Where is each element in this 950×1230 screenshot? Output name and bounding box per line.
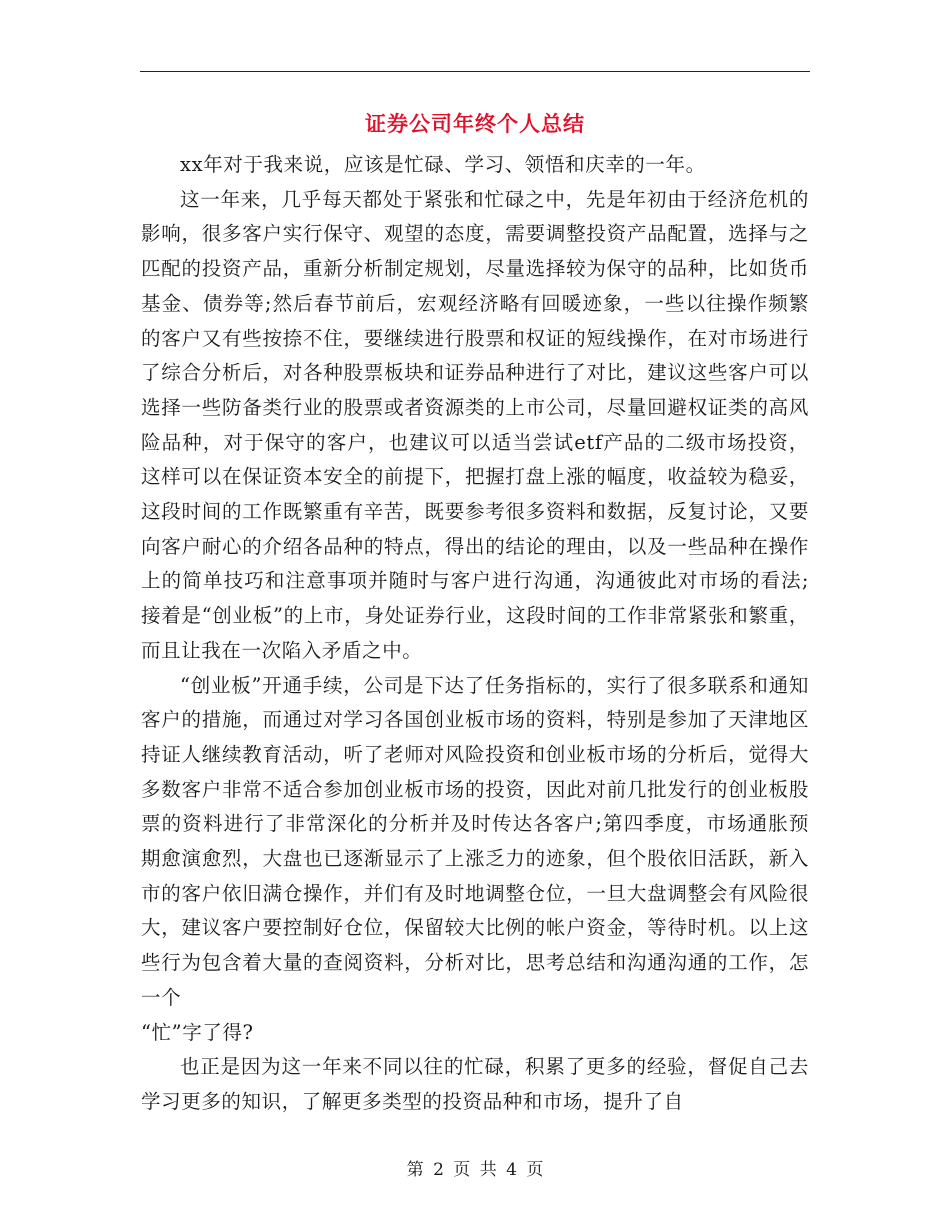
paragraph-chinext: “创业板”开通手续，公司是下达了任务指标的，实行了很多联系和通知客户的措施，而通过对学习各国创业板市场的资料，特别是参加了天津地区持证人继续教育活动，听了老师对风险投资和创业板市场的分析后，觉得大多数客户非常不适合参加创业板市场的投资，因此对前几批发行的创业板股票的资料进行了非常深化的分析并及时传达各客户;第四季度，市场通胀预期愈演愈烈，大盘也已逐渐显示了上涨乏力的迹象，但个股依旧活跃，新入市的客户依旧满仓操作，并们有及时地调整仓位，一旦大盘调整会有风险很大，建议客户要控制好仓位，保留较大比例的帐户资金，等待时机。以上这些行为包含着大量的查阅资料，分析对比，思考总结和沟通沟通的工作，怎一个 (141, 673, 809, 1009)
paragraph-year-review: 这一年来，几乎每天都处于紧张和忙碌之中，先是年初由于经济危机的影响，很多客户实行保守、观望的态度，需要调整投资产品配置，选择与之匹配的投资产品，重新分析制定规划，尽量选择较为保守的品种，比如货币基金、债券等;然后春节前后，宏观经济略有回暖迹象，一些以往操作频繁的客户又有些按捺不住，要继续进行股票和权证的短线操作，在对市场进行了综合分析后，对各种股票板块和证券品种进行了对比，建议这些客户可以选择一些防备类行业的股票或者资源类的上市公司，尽量回避权证类的高风险品种，对于保守的客户，也建议可以适当尝试etf产品的二级市场投资，这样可以在保证资本安全的前提下，把握打盘上涨的幅度，收益较为稳妥，这段时间的工作既繁重有辛苦，既要参考很多资料和数据，反复讨论，又要向客户耐心的介绍各品种的特点，得出的结论的理由，以及一些品种在操作上的简单技巧和注意事项并随时与客户进行沟通，沟通彼此对市场的看法;接着是“创业板”的上市，身处证券行业，这段时间的工作非常紧张和繁重，而且让我在一次陷入矛盾之中。 (141, 187, 809, 662)
document-title: 证券公司年终个人总结 (365, 111, 585, 136)
header-rule (140, 71, 810, 72)
paragraph-intro: xx年对于我来说，应该是忙碌、学习、领悟和庆幸的一年。 (180, 153, 706, 176)
paragraph-experience: 也正是因为这一年来不同以往的忙碌，积累了更多的经验，督促自己去学习更多的知识，了解更多类型的投资品种和市场，提升了自 (141, 1055, 809, 1113)
document-body (141, 148, 809, 1120)
paragraph-busy-line: “忙”字了得? (141, 1020, 254, 1044)
page-number: 第 2 页 共 4 页 (406, 1160, 544, 1180)
